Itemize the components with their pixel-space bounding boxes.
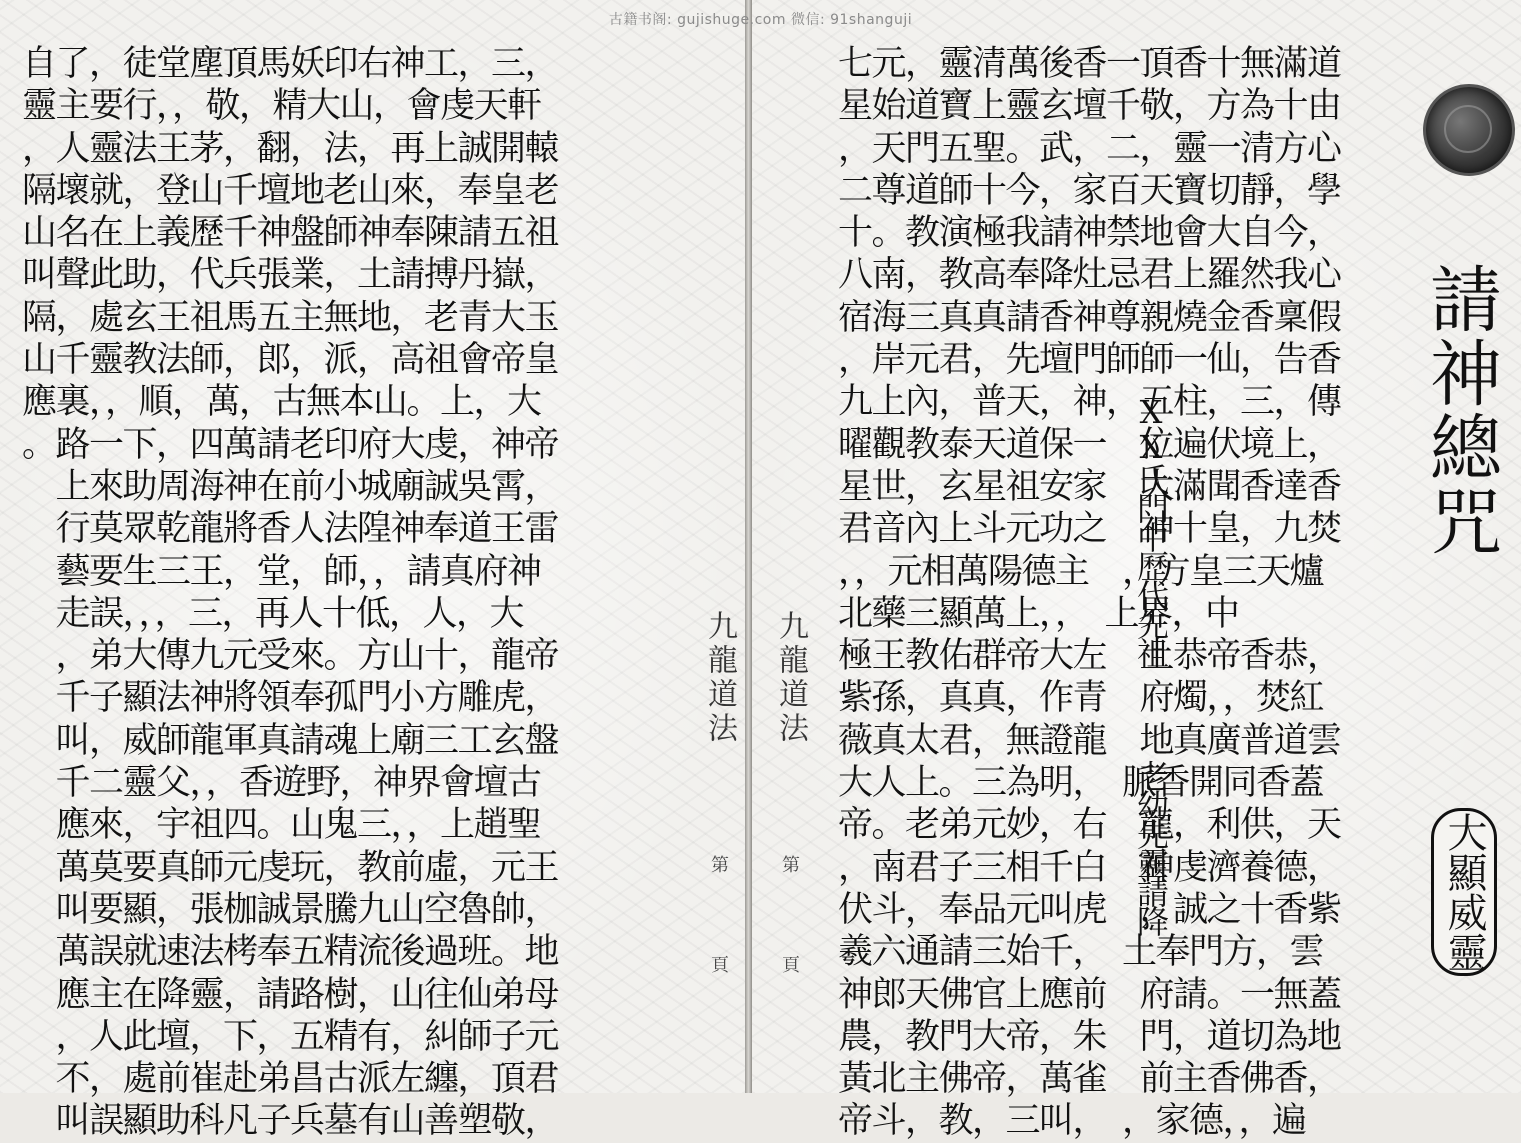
left-text-line: 萬莫要真師元虔玩，教前虛，元王 bbox=[22, 847, 559, 888]
right-text-line: 農，教門大帝，朱 門，道切為地 bbox=[838, 1016, 1341, 1057]
left-text-line: ，人靈法王茅，翻，法，再上誠開轅 bbox=[22, 128, 559, 169]
left-text-line: 行莫眾乾龍將香人法隍神奉道王雷 bbox=[22, 509, 559, 550]
right-text-line: 十。教演極我請神禁地會大自今， bbox=[838, 213, 1341, 254]
left-text-line: 應裏，，順，萬，古無本山。上，大 bbox=[22, 382, 541, 423]
right-text-line: 大人上。三為明， 脈香開同香蓋 bbox=[838, 763, 1324, 804]
right-text-line: 帝斗，教，三叫， ，家德，，遍 bbox=[838, 1101, 1306, 1142]
left-text-line: 不，處前崔赴弟昌古派左纏，頂君 bbox=[22, 1059, 559, 1100]
right-text-line: 二尊道師十今，家百天寶切靜，學 bbox=[838, 170, 1341, 211]
right-text-line: 極王教佑群帝大左 土恭帝香恭， bbox=[838, 636, 1341, 677]
left-text-line: 應來，宇祖四。山鬼三，，上趙聖 bbox=[22, 805, 541, 846]
right-text-line: 曜觀教泰天道保一 位遍伏境上， bbox=[838, 424, 1341, 465]
watermark-text: 古籍书阁: gujishuge.com 微信: 91shanguji bbox=[608, 12, 913, 28]
right-text-line: 九上內，普天，神，五柱，三，傳 bbox=[838, 382, 1341, 423]
dragon-seal-icon bbox=[1423, 84, 1515, 176]
left-text-line: 隔，處玄王祖馬五主無地，老青大玉 bbox=[22, 297, 559, 338]
right-text-line: 帝。老弟元妙，右 龍，利供，天 bbox=[838, 805, 1341, 846]
left-text-line: 藝要生三王，堂，師，，請真府神 bbox=[22, 551, 541, 592]
left-page bbox=[0, 0, 745, 1142]
right-text-line: ，南君子三相千白 神虔濟養德， bbox=[838, 847, 1341, 888]
book-gutter bbox=[745, 0, 752, 1093]
left-text-line: 山千靈教法師，郎，派，高祖會帝皇 bbox=[22, 340, 559, 381]
right-text-line: 星世，玄星祖安家 大滿聞香達香 bbox=[838, 466, 1341, 507]
right-spine-title: 九龍道法 bbox=[773, 610, 808, 746]
left-text-line: 。路一下，四萬請老印府大虔，神帝 bbox=[22, 424, 559, 465]
right-text-line: 羲六通請三始千， 土奉門方，雲 bbox=[838, 932, 1324, 973]
right-text-line: 北藥三顯萬上，， 上界，中 bbox=[838, 593, 1239, 634]
left-text-line: 走誤，，，三，再人十低，人，大 bbox=[22, 593, 524, 634]
right-spine-page-mark: 第 bbox=[779, 855, 800, 873]
left-text-line: ，人此壇，下，五精有，糾師子元 bbox=[22, 1016, 559, 1057]
left-text-line: 隔壞就，登山千壇地老山來，奉皇老 bbox=[22, 170, 559, 211]
right-text-line: ，岸元君，先壇門師師一仙，告香 bbox=[838, 340, 1341, 381]
left-text-line: 山名在上義歷千神盤師神奉陳請五祖 bbox=[22, 213, 559, 254]
right-text-line: 紫孫，真真，作青 府燭，，焚紅 bbox=[838, 678, 1324, 719]
left-text-line: 叫，威師龍軍真請魂上廟三工玄盤 bbox=[22, 720, 559, 761]
page-title: 請神總咒 bbox=[1418, 262, 1502, 558]
left-spine-title: 九龍道法 bbox=[702, 610, 737, 746]
left-text-line: 自了，徒堂塵頂馬妖印右神工，三， bbox=[22, 44, 559, 84]
left-text-line: ，弟大傳九元受來。方山十，龍帝 bbox=[22, 636, 559, 677]
right-text-line: 君音內上斗元功之 神十皇，九焚 bbox=[838, 509, 1341, 550]
left-text-line: 千子顯法神將領奉孤門小方雕虎， bbox=[22, 678, 559, 719]
right-text-line: 薇真太君，無證龍 地真廣普道雲 bbox=[838, 720, 1341, 761]
left-text-line: 上來助周海神在前小城廟誠吳霄， bbox=[22, 466, 559, 507]
left-spine-page-mark-2: 頁 bbox=[708, 955, 729, 973]
right-text-line: 宿海三真真請香神尊親燒金香稟假 bbox=[838, 297, 1341, 338]
left-text-line: 靈主要行，，敬，精大山，會虔天軒 bbox=[22, 86, 541, 127]
right-text-line: ，天門五聖。武，二，靈一清方心 bbox=[838, 128, 1341, 169]
right-text-line: 伏斗，奉品元叫虎 ，誠之十香紫 bbox=[838, 889, 1341, 930]
left-text-line: 叫聲此助，代兵張業，土請搏丹嶽， bbox=[22, 255, 559, 296]
right-text-line: 黃北主佛帝，萬雀 前主香佛香， bbox=[838, 1059, 1341, 1100]
right-text-line: 星始道寶上靈玄壇千敬，方為十由 bbox=[838, 86, 1341, 127]
right-spine-page-mark-2: 頁 bbox=[779, 955, 800, 973]
right-text-line: ，，元相萬陽德主 ，方皇三天爐 bbox=[838, 551, 1324, 592]
left-text-line: 千二靈父，，香遊野，神界會壇古 bbox=[22, 763, 541, 804]
ancestor-column: ⅩⅩ氏門中歷代先祖 bbox=[1132, 393, 1170, 666]
right-text-line: 神郎天佛官上應前 府請。一無蓋 bbox=[838, 974, 1341, 1015]
left-page-text bbox=[22, 43, 558, 1143]
left-spine-page-mark: 第 bbox=[708, 855, 729, 873]
right-text-line: 七元，靈清萬後香一頂香十無滿道 bbox=[838, 44, 1341, 84]
right-page bbox=[752, 0, 1521, 1142]
left-text-line: 應主在降靈，請路樹，山往仙弟母 bbox=[22, 974, 559, 1015]
right-page-text bbox=[838, 43, 1341, 1143]
left-text-line: 萬誤就速法栲奉五精流後過班。地 bbox=[22, 932, 559, 973]
stamp-badge: 大顯威靈 bbox=[1431, 808, 1497, 976]
spirits-column: 老幼先靈請降 bbox=[1132, 760, 1170, 934]
left-text-line: 叫要顯，張枷誠景騰九山空魯帥， bbox=[22, 889, 559, 930]
left-text-line: 叫誤顯助科凡子兵墓有山善塑敬， bbox=[22, 1101, 559, 1142]
right-text-line: 八南，教高奉降灶忌君上羅然我心 bbox=[838, 255, 1341, 296]
